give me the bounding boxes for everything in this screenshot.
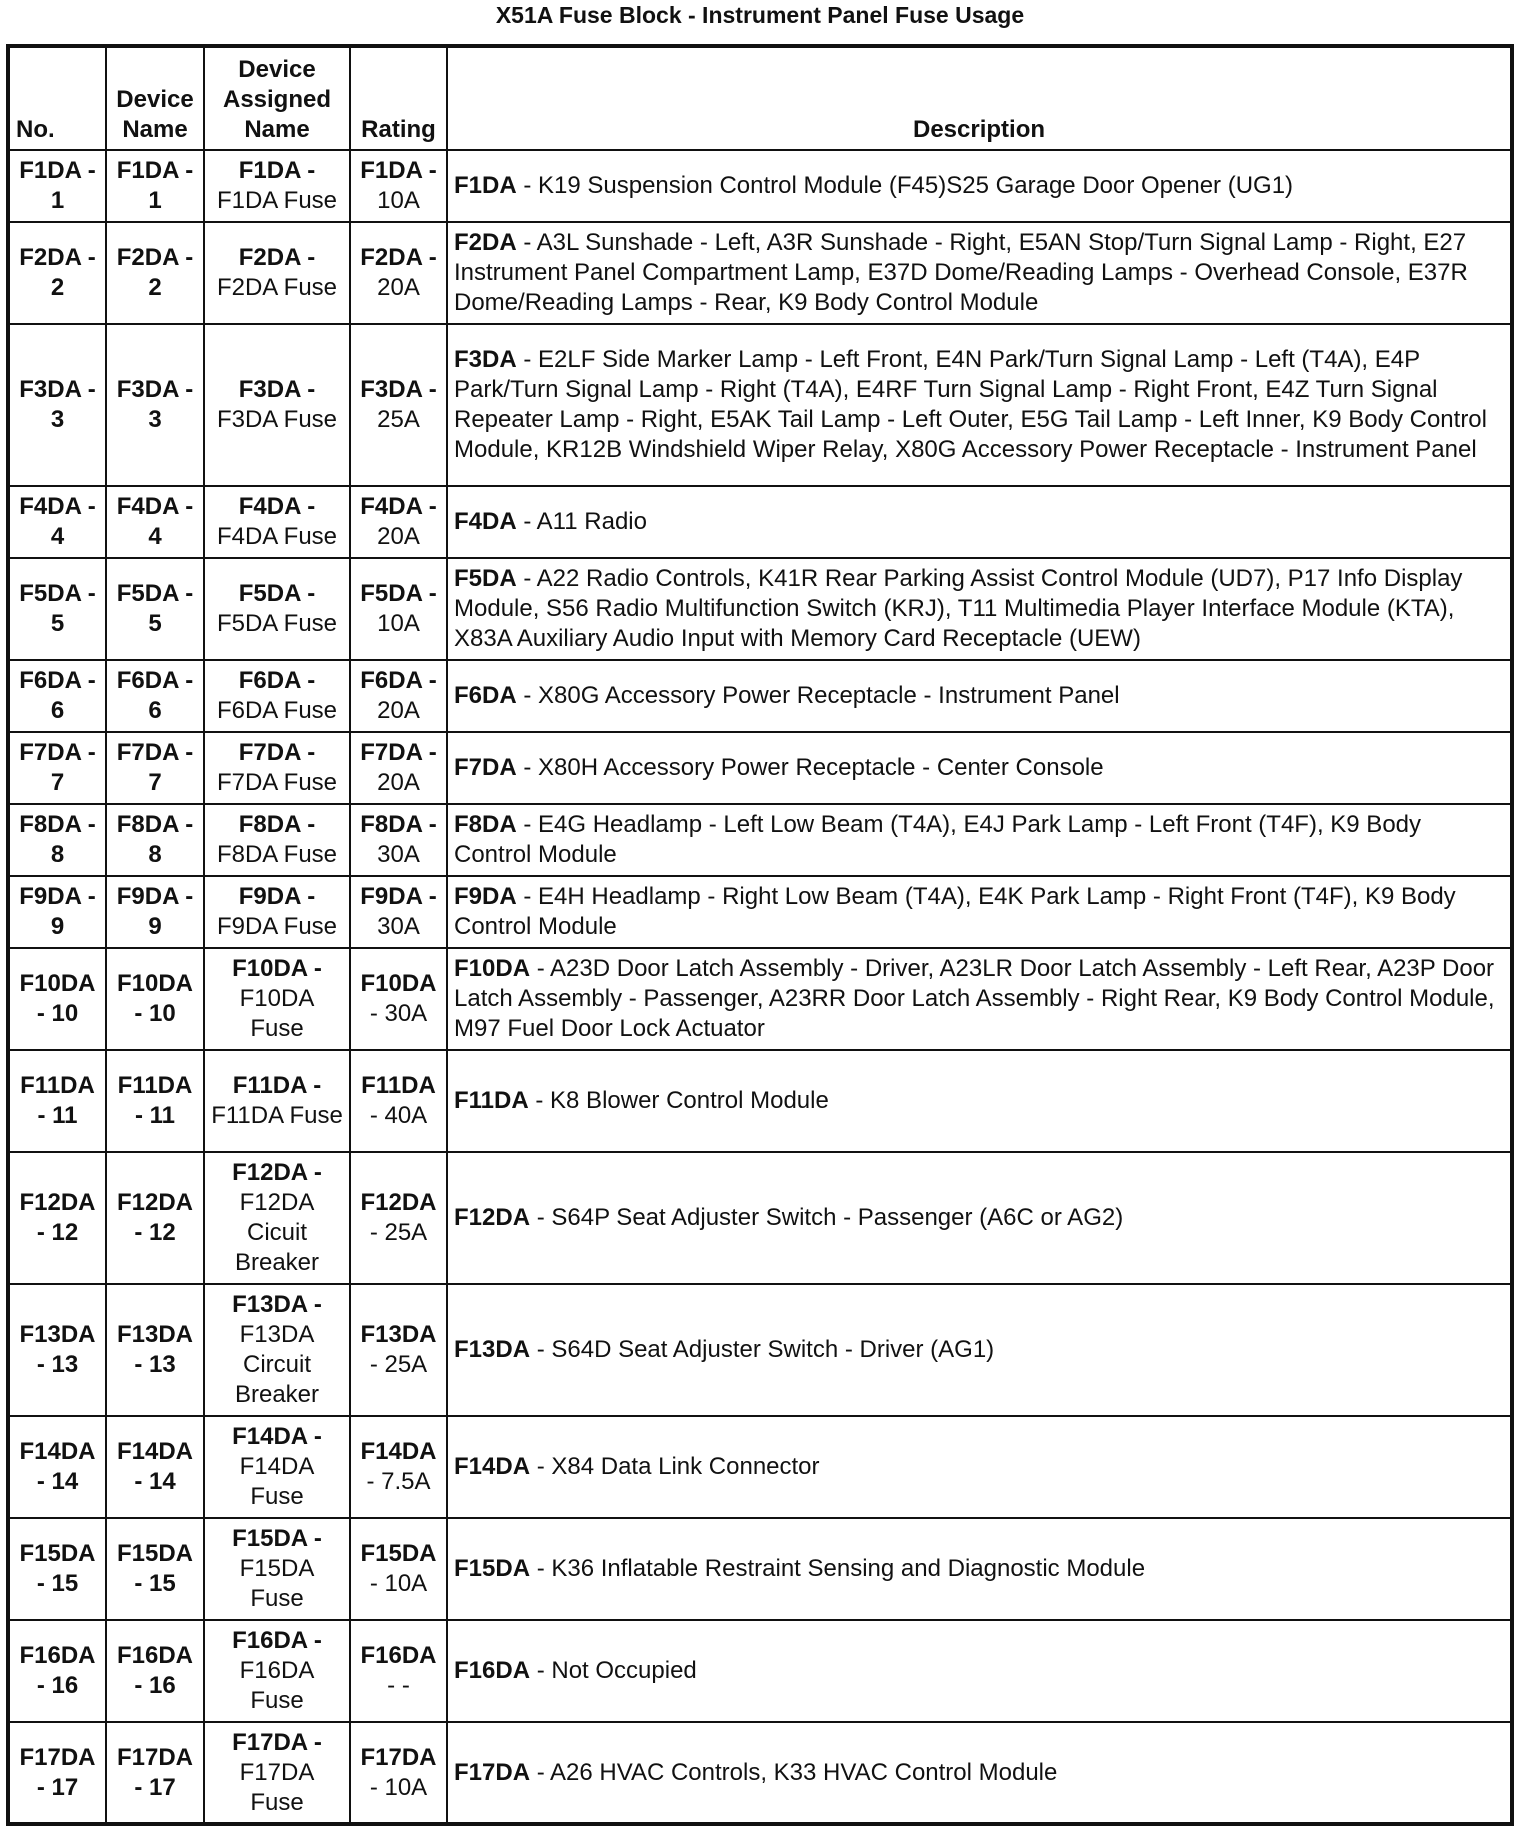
description-text: - K36 Inflatable Restraint Sensing and Diagnostic Module	[530, 1555, 1146, 1582]
rating-code: F3DA -	[360, 376, 437, 403]
description-code: F15DA	[454, 1555, 531, 1582]
rating-value: 30A	[377, 913, 420, 940]
assigned-name-code: F5DA -	[238, 580, 316, 607]
cell-device-name: F4DA - 4	[106, 486, 204, 558]
cell-device-assigned-name	[204, 1284, 350, 1416]
cell-rating	[350, 660, 447, 732]
rating-value: - 25A	[369, 1351, 428, 1378]
assigned-name-code: F12DA -	[232, 1159, 322, 1186]
fuse-usage-table	[6, 44, 1514, 1826]
assigned-name-code: F17DA -	[232, 1728, 322, 1756]
description-text: - E2LF Side Marker Lamp - Left Front, E4N Park/Turn Signal Lamp - Left (T4A), E4P Park/Turn Signal Lamp - Right (T4A), E4RF Turn Signal Lamp - Right Front, E4Z Turn Signal Repeater Lamp - Right, E5AK Tail Lamp - Left Outer, E5G Tail Lamp - Left Inner, K9 Body Control Module, KR12B Windshield Wiper Relay, X80G Accessory Power Receptacle - Instrument Panel	[454, 346, 1487, 463]
assigned-name-label: F6DA Fuse	[216, 697, 338, 724]
rating-value: 20A	[377, 274, 420, 301]
description-code: F7DA	[454, 754, 517, 781]
rating-code: F2DA -	[360, 244, 437, 271]
assigned-name-label: F7DA Fuse	[216, 769, 338, 796]
rating-value: - 7.5A	[366, 1468, 431, 1495]
assigned-name-code: F16DA -	[232, 1627, 322, 1654]
table-row	[8, 732, 1512, 804]
cell-description	[447, 222, 1512, 324]
cell-description	[447, 1284, 1512, 1416]
rating-value: 10A	[377, 610, 420, 637]
cell-rating	[350, 1722, 447, 1824]
cell-device-name: F10DA - 10	[106, 948, 204, 1050]
rating-code: F6DA -	[360, 667, 437, 694]
rating-code: F10DA	[360, 970, 437, 997]
table-row	[8, 324, 1512, 486]
cell-device-name: F5DA - 5	[106, 558, 204, 660]
table-row	[8, 222, 1512, 324]
table-row	[8, 876, 1512, 948]
cell-description	[447, 1722, 1512, 1824]
description-text: - A26 HVAC Controls, K33 HVAC Control Module	[530, 1758, 1058, 1786]
cell-rating	[350, 222, 447, 324]
cell-device-name: F16DA - 16	[106, 1620, 204, 1722]
rating-value: 30A	[377, 841, 420, 868]
description-text: - K19 Suspension Control Module (F45)S25 Garage Door Opener (UG1)	[516, 172, 1294, 199]
description-code: F3DA	[454, 346, 517, 373]
table-row	[8, 1722, 1512, 1824]
cell-rating	[350, 1416, 447, 1518]
rating-code: F7DA -	[360, 739, 437, 766]
assigned-name-code: F6DA -	[238, 667, 316, 694]
cell-description	[447, 948, 1512, 1050]
cell-device-assigned-name	[204, 1416, 350, 1518]
cell-device-name: F15DA - 15	[106, 1518, 204, 1620]
description-code: F9DA	[454, 883, 517, 910]
rating-code: F12DA	[360, 1189, 437, 1216]
cell-no: F2DA - 2	[8, 222, 106, 324]
cell-rating	[350, 1284, 447, 1416]
cell-device-assigned-name	[204, 1518, 350, 1620]
cell-device-name: F12DA - 12	[106, 1152, 204, 1284]
description-text: - A22 Radio Controls, K41R Rear Parking Assist Control Module (UD7), P17 Info Display Module, S56 Radio Multifunction Switch (KRJ), T11 Multimedia Player Interface Module (KTA), X83A Auxiliary Audio Input with Memory Card Receptacle (UEW)	[454, 565, 1463, 652]
cell-no: F6DA - 6	[8, 660, 106, 732]
cell-rating	[350, 1152, 447, 1284]
description-code: F2DA	[454, 229, 517, 256]
cell-description	[447, 486, 1512, 558]
assigned-name-label: F16DA Fuse	[239, 1657, 315, 1714]
description-code: F5DA	[454, 565, 517, 592]
description-code: F6DA	[454, 682, 517, 709]
cell-device-assigned-name	[204, 150, 350, 222]
assigned-name-label: F4DA Fuse	[216, 523, 338, 550]
assigned-name-label: F5DA Fuse	[216, 610, 338, 637]
cell-description	[447, 1518, 1512, 1620]
cell-description	[447, 150, 1512, 222]
rating-code: F16DA	[360, 1642, 437, 1669]
assigned-name-label: F8DA Fuse	[216, 841, 338, 868]
cell-rating	[350, 948, 447, 1050]
rating-value: - 30A	[369, 1000, 428, 1027]
cell-device-assigned-name	[204, 660, 350, 732]
cell-no: F11DA - 11	[8, 1050, 106, 1152]
assigned-name-code: F7DA -	[238, 739, 316, 766]
cell-rating	[350, 150, 447, 222]
cell-device-name: F11DA - 11	[106, 1050, 204, 1152]
cell-device-name: F9DA - 9	[106, 876, 204, 948]
table-header-row	[8, 46, 1512, 150]
cell-device-assigned-name	[204, 486, 350, 558]
cell-rating	[350, 732, 447, 804]
table-row	[8, 948, 1512, 1050]
cell-device-name: F2DA - 2	[106, 222, 204, 324]
cell-no: F15DA - 15	[8, 1518, 106, 1620]
cell-device-name: F14DA - 14	[106, 1416, 204, 1518]
rating-value: 20A	[377, 769, 420, 796]
assigned-name-code: F3DA -	[238, 376, 316, 403]
rating-code: F17DA	[360, 1743, 437, 1771]
cell-device-assigned-name	[204, 324, 350, 486]
cell-description	[447, 324, 1512, 486]
rating-value: 20A	[377, 523, 420, 550]
cell-device-assigned-name	[204, 804, 350, 876]
description-code: F4DA	[454, 508, 517, 535]
assigned-name-label: F2DA Fuse	[216, 274, 338, 301]
table-row	[8, 1152, 1512, 1284]
rating-value: - 40A	[369, 1102, 428, 1129]
cell-device-name: F8DA - 8	[106, 804, 204, 876]
assigned-name-label: F11DA Fuse	[211, 1102, 343, 1129]
rating-code: F13DA	[360, 1321, 437, 1348]
cell-no: F9DA - 9	[8, 876, 106, 948]
assigned-name-label: F13DA Circuit Breaker	[234, 1321, 320, 1408]
description-text: - E4G Headlamp - Left Low Beam (T4A), E4J Park Lamp - Left Front (T4F), K9 Body Control Module	[454, 811, 1422, 868]
cell-rating	[350, 486, 447, 558]
cell-device-assigned-name	[204, 1050, 350, 1152]
cell-no: F7DA - 7	[8, 732, 106, 804]
cell-device-name: F1DA - 1	[106, 150, 204, 222]
description-code: F13DA	[454, 1336, 531, 1363]
assigned-name-label: F1DA Fuse	[216, 187, 338, 214]
cell-description	[447, 558, 1512, 660]
cell-description	[447, 1050, 1512, 1152]
cell-no: F14DA - 14	[8, 1416, 106, 1518]
description-code: F12DA	[454, 1204, 531, 1231]
description-code: F1DA	[454, 172, 517, 199]
cell-description	[447, 876, 1512, 948]
cell-device-assigned-name	[204, 1722, 350, 1824]
cell-device-name: F6DA - 6	[106, 660, 204, 732]
description-text: - Not Occupied	[530, 1657, 697, 1684]
assigned-name-code: F10DA -	[232, 955, 322, 982]
cell-no: F10DA - 10	[8, 948, 106, 1050]
description-code: F10DA	[454, 955, 531, 982]
cell-rating	[350, 1620, 447, 1722]
description-text: - S64D Seat Adjuster Switch - Driver (AG1)	[530, 1336, 995, 1363]
cell-description	[447, 660, 1512, 732]
cell-rating	[350, 558, 447, 660]
cell-no: F5DA - 5	[8, 558, 106, 660]
assigned-name-code: F11DA -	[232, 1072, 322, 1099]
table-row	[8, 1416, 1512, 1518]
assigned-name-code: F9DA -	[238, 883, 316, 910]
description-code: F14DA	[454, 1453, 531, 1480]
table-row	[8, 150, 1512, 222]
cell-rating	[350, 1050, 447, 1152]
cell-rating	[350, 876, 447, 948]
header-description: Description	[447, 46, 1512, 150]
cell-no: F4DA - 4	[8, 486, 106, 558]
description-text: - X84 Data Link Connector	[530, 1453, 820, 1480]
assigned-name-label: F12DA Cicuit Breaker	[234, 1189, 320, 1276]
header-no: No.	[8, 46, 106, 150]
cell-no: F8DA - 8	[8, 804, 106, 876]
cell-no: F16DA - 16	[8, 1620, 106, 1722]
table-row	[8, 1518, 1512, 1620]
assigned-name-label: F3DA Fuse	[216, 406, 338, 433]
rating-value: - 10A	[369, 1570, 428, 1597]
cell-description	[447, 804, 1512, 876]
assigned-name-code: F1DA -	[238, 157, 316, 184]
cell-device-assigned-name	[204, 876, 350, 948]
table-row	[8, 1050, 1512, 1152]
cell-device-name: F3DA - 3	[106, 324, 204, 486]
assigned-name-label: F17DA Fuse	[239, 1758, 315, 1816]
rating-value: 25A	[377, 406, 420, 433]
assigned-name-label: F9DA Fuse	[216, 913, 338, 940]
description-text: - A11 Radio	[516, 508, 647, 535]
description-text: - X80G Accessory Power Receptacle - Instrument Panel	[516, 682, 1120, 709]
cell-rating	[350, 324, 447, 486]
description-code: F11DA	[454, 1087, 529, 1114]
header-device-name: Device Name	[106, 46, 204, 150]
description-text: - A23D Door Latch Assembly - Driver, A23LR Door Latch Assembly - Left Rear, A23P Door Latch Assembly - Passenger, A23RR Door Latch Assembly - Right Rear, K9 Body Control Module, M97 Fuel Door Lock Actuator	[454, 955, 1495, 1042]
description-text: - A3L Sunshade - Left, A3R Sunshade - Right, E5AN Stop/Turn Signal Lamp - Right, E27 Instrument Panel Compartment Lamp, E37D Dome/Reading Lamps - Overhead Console, E37R Dome/Reading Lamps - Rear, K9 Body Control Module	[454, 229, 1468, 316]
rating-value: - 10A	[369, 1773, 428, 1801]
description-text: - E4H Headlamp - Right Low Beam (T4A), E4K Park Lamp - Right Front (T4F), K9 Body Control Module	[454, 883, 1456, 940]
cell-description	[447, 1620, 1512, 1722]
table-row	[8, 1620, 1512, 1722]
cell-rating	[350, 1518, 447, 1620]
cell-device-name: F7DA - 7	[106, 732, 204, 804]
rating-code: F14DA	[360, 1438, 437, 1465]
cell-no: F1DA - 1	[8, 150, 106, 222]
cell-no: F3DA - 3	[8, 324, 106, 486]
cell-no: F12DA - 12	[8, 1152, 106, 1284]
cell-device-name: F17DA - 17	[106, 1722, 204, 1824]
assigned-name-code: F4DA -	[238, 493, 316, 520]
description-text: - K8 Blower Control Module	[528, 1087, 829, 1114]
description-code: F16DA	[454, 1657, 531, 1684]
assigned-name-code: F14DA -	[232, 1423, 322, 1450]
table-row	[8, 660, 1512, 732]
cell-device-assigned-name	[204, 558, 350, 660]
rating-code: F1DA -	[360, 157, 437, 184]
table-row	[8, 486, 1512, 558]
description-text: - X80H Accessory Power Receptacle - Center Console	[516, 754, 1104, 781]
cell-device-assigned-name	[204, 1152, 350, 1284]
assigned-name-label: F15DA Fuse	[239, 1555, 315, 1612]
table-row	[8, 558, 1512, 660]
description-code: F17DA	[454, 1758, 531, 1786]
assigned-name-code: F8DA -	[238, 811, 316, 838]
rating-code: F9DA -	[360, 883, 437, 910]
cell-rating	[350, 804, 447, 876]
assigned-name-label: F10DA Fuse	[239, 985, 315, 1042]
cell-description	[447, 1152, 1512, 1284]
rating-code: F4DA -	[360, 493, 437, 520]
assigned-name-code: F15DA -	[232, 1525, 322, 1552]
rating-code: F5DA -	[360, 580, 437, 607]
rating-code: F8DA -	[360, 811, 437, 838]
rating-code: F15DA	[360, 1540, 437, 1567]
cell-no: F13DA - 13	[8, 1284, 106, 1416]
header-rating: Rating	[350, 46, 447, 150]
rating-value: - -	[387, 1672, 410, 1699]
rating-value: - 25A	[369, 1219, 428, 1246]
rating-value: 10A	[377, 187, 420, 214]
assigned-name-label: F14DA Fuse	[239, 1453, 315, 1510]
table-row	[8, 804, 1512, 876]
cell-no: F17DA - 17	[8, 1722, 106, 1824]
cell-device-assigned-name	[204, 1620, 350, 1722]
rating-code: F11DA	[361, 1072, 436, 1099]
cell-description	[447, 732, 1512, 804]
description-code: F8DA	[454, 811, 517, 838]
cell-device-assigned-name	[204, 948, 350, 1050]
table-row	[8, 1284, 1512, 1416]
assigned-name-code: F13DA -	[232, 1291, 322, 1318]
header-device-assigned-name: Device Assigned Name	[204, 46, 350, 150]
cell-device-name: F13DA - 13	[106, 1284, 204, 1416]
description-text: - S64P Seat Adjuster Switch - Passenger (A6C or AG2)	[530, 1204, 1124, 1231]
cell-device-assigned-name	[204, 732, 350, 804]
page-title: X51A Fuse Block - Instrument Panel Fuse Usage	[495, 2, 1025, 28]
rating-value: 20A	[377, 697, 420, 724]
cell-device-assigned-name	[204, 222, 350, 324]
assigned-name-code: F2DA -	[238, 244, 316, 271]
cell-description	[447, 1416, 1512, 1518]
